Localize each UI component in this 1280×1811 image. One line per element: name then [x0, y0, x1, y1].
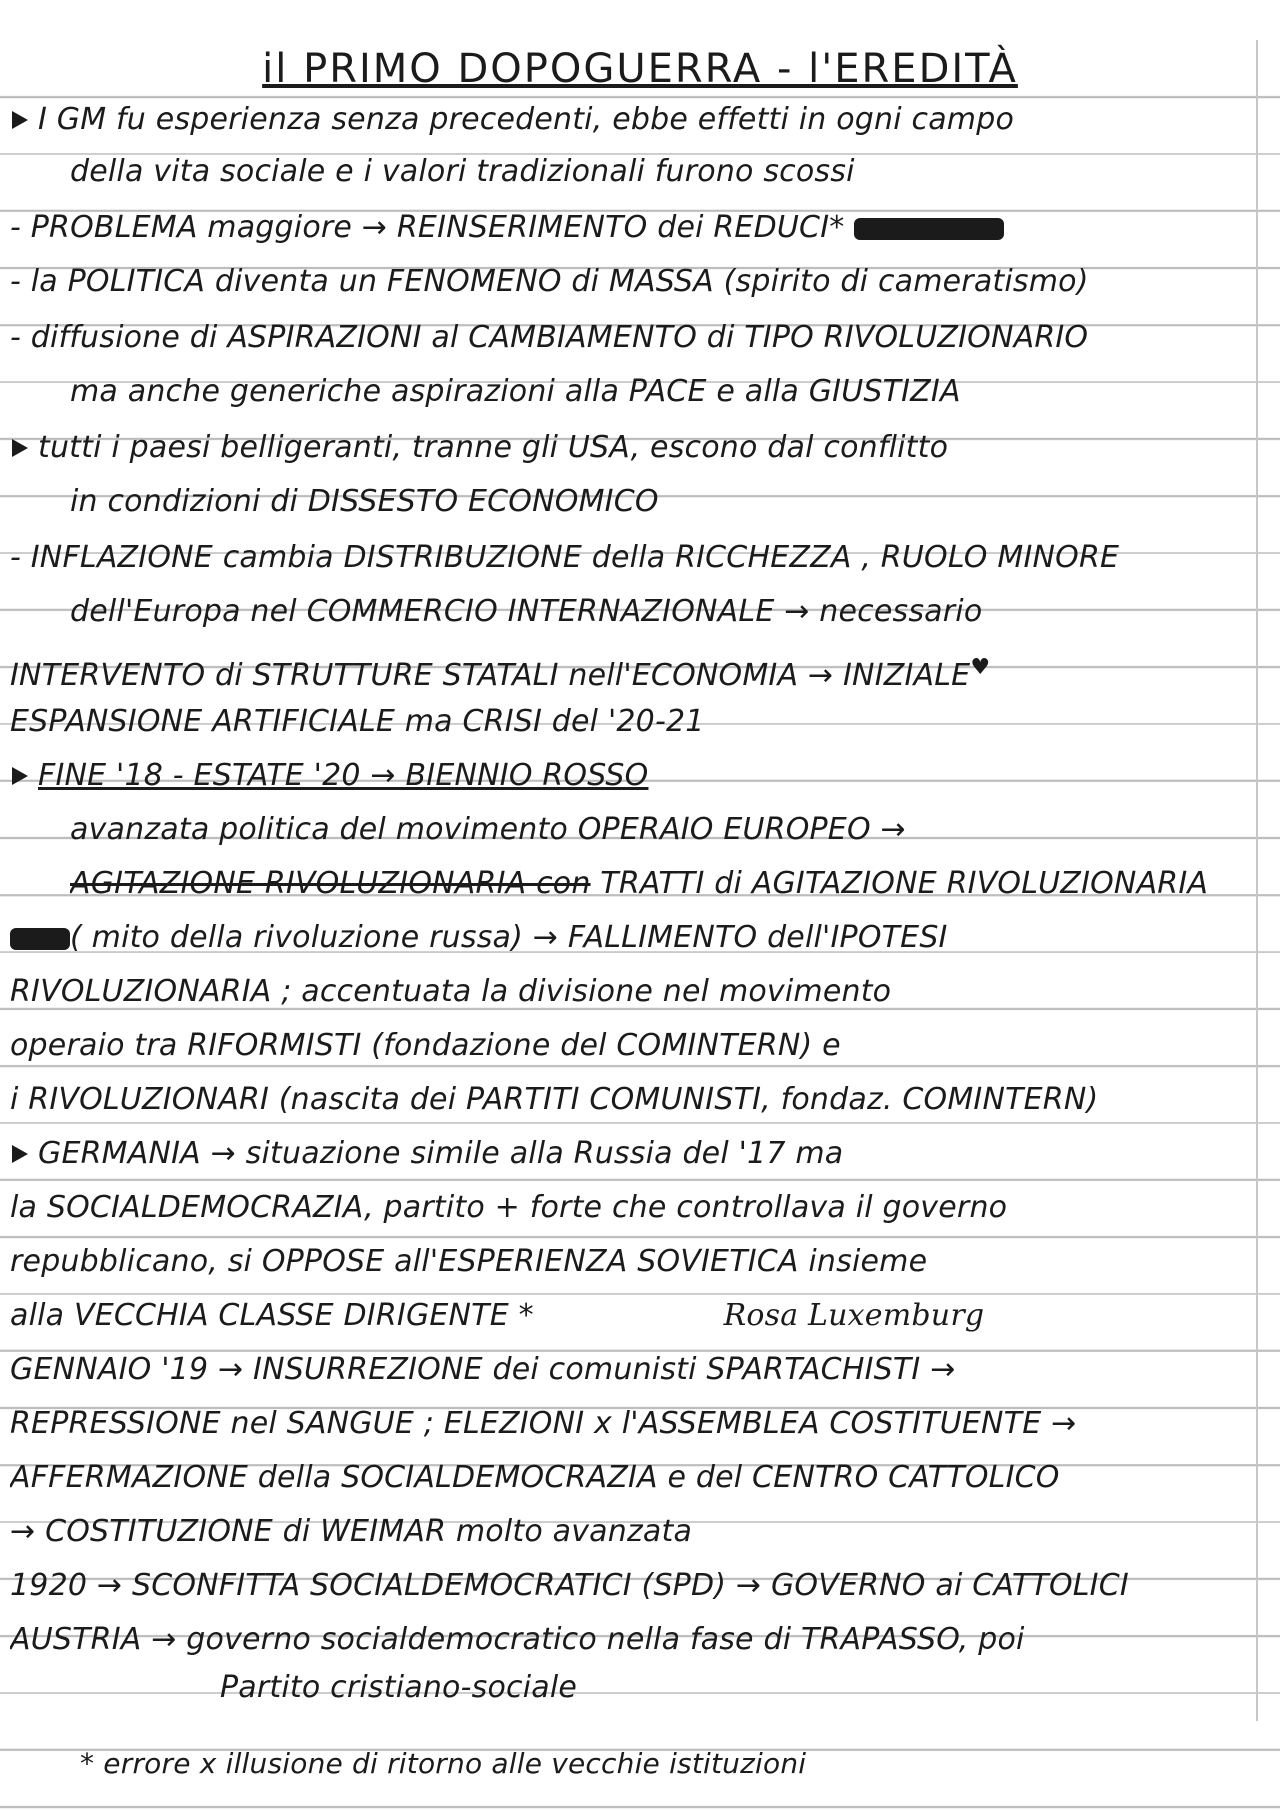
note-line: → COSTITUZIONE di WEIMAR molto avanzata	[10, 1514, 693, 1549]
note-line: AGITAZIONE RIVOLUZIONARIA con TRATTI di AGITAZIONE RIVOLUZIONARIA	[70, 866, 1209, 901]
note-line: GENNAIO '19 → INSURREZIONE dei comunisti SPARTACHISTI →	[10, 1352, 956, 1387]
note-line: tutti i paesi belligeranti, tranne gli USA, escono dal conflitto	[10, 428, 1250, 468]
note-line: repubblicano, si OPPOSE all'ESPERIENZA SOVIETICA insieme	[10, 1244, 928, 1279]
scribble-mark	[854, 218, 1004, 240]
note-line: avanzata politica del movimento OPERAIO EUROPEO →	[70, 812, 906, 847]
note-line: RIVOLUZIONARIA ; accentuata la divisione nel movimento	[10, 974, 892, 1009]
note-line: FINE '18 - ESTATE '20 → BIENNIO ROSSO	[10, 756, 1250, 796]
arrow-bullet-icon	[10, 1142, 32, 1164]
note-line: alla VECCHIA CLASSE DIRIGENTE * Rosa Luxemburg	[10, 1298, 985, 1333]
note-line: - diffusione di ASPIRAZIONI al CAMBIAMENTO di TIPO RIVOLUZIONARIO	[10, 320, 1089, 355]
struck-text: AGITAZIONE RIVOLUZIONARIA con	[70, 866, 591, 901]
note-line: INTERVENTO di STRUTTURE STATALI nell'ECONOMIA → INIZIALE♥	[10, 655, 991, 693]
note-line: ( mito della rivoluzione russa) → FALLIMENTO dell'IPOTESI	[10, 918, 1250, 958]
footnote: * errore x illusione di ritorno alle vecchie istituzioni	[80, 1747, 807, 1780]
heart-icon: ♥	[970, 655, 991, 680]
note-line: in condizioni di DISSESTO ECONOMICO	[70, 484, 659, 519]
note-line: la SOCIALDEMOCRAZIA, partito + forte che controllava il governo	[10, 1190, 1008, 1225]
note-line: - INFLAZIONE cambia DISTRIBUZIONE della RICCHEZZA , RUOLO MINORE	[10, 540, 1120, 575]
margin-line	[1256, 40, 1258, 1721]
note-line: i RIVOLUZIONARI (nascita dei PARTITI COMUNISTI, fondaz. COMINTERN)	[10, 1082, 1099, 1117]
arrow-bullet-icon	[10, 108, 32, 130]
note-line: AUSTRIA → governo socialdemocratico nella fase di TRAPASSO, poi	[10, 1622, 1025, 1657]
note-line: ESPANSIONE ARTIFICIALE ma CRISI del '20-21	[10, 704, 705, 739]
note-line: Partito cristiano-sociale	[220, 1670, 578, 1705]
note-line: - la POLITICA diventa un FENOMENO di MASSA (spirito di cameratismo)	[10, 264, 1089, 299]
note-line: - PROBLEMA maggiore → REINSERIMENTO dei REDUCI*	[10, 208, 1250, 248]
note-line: AFFERMAZIONE della SOCIALDEMOCRAZIA e del CENTRO CATTOLICO	[10, 1460, 1060, 1495]
note-line: della vita sociale e i valori tradizionali furono scossi	[70, 154, 855, 189]
note-line: I GM fu esperienza senza precedenti, ebbe effetti in ogni campo	[10, 100, 1250, 140]
note-line: 1920 → SCONFITTA SOCIALDEMOCRATICI (SPD) → GOVERNO ai CATTOLICI	[10, 1568, 1129, 1603]
side-note: Rosa Luxemburg	[723, 1298, 985, 1333]
scribble-mark	[10, 928, 70, 950]
page-title: il PRIMO DOPOGUERRA - l'EREDITÀ	[262, 46, 1018, 92]
arrow-bullet-icon	[10, 764, 32, 786]
arrow-bullet-icon	[10, 436, 32, 458]
note-line: REPRESSIONE nel SANGUE ; ELEZIONI x l'ASSEMBLEA COSTITUENTE →	[10, 1406, 1077, 1441]
note-line: operaio tra RIFORMISTI (fondazione del COMINTERN) e	[10, 1028, 841, 1063]
note-line: GERMANIA → situazione simile alla Russia del '17 ma	[10, 1134, 1250, 1174]
note-line: dell'Europa nel COMMERCIO INTERNAZIONALE → necessario	[70, 594, 983, 629]
note-line: ma anche generiche aspirazioni alla PACE e alla GIUSTIZIA	[70, 374, 961, 409]
